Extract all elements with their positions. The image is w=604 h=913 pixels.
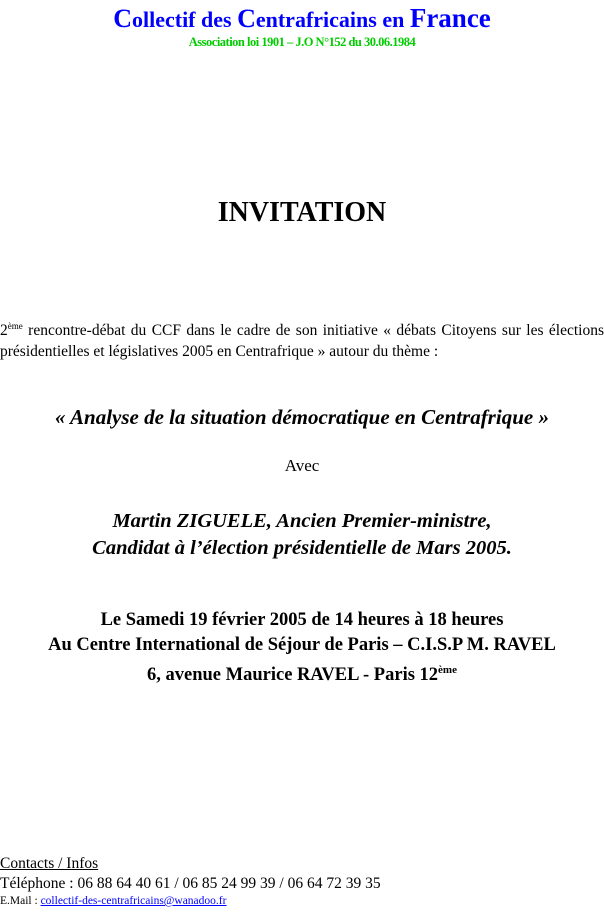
title-initial-c2: C [237, 4, 256, 33]
event-address-text: 6, avenue Maurice RAVEL - Paris 12 [147, 665, 439, 686]
event-address-suffix: ème [438, 664, 457, 676]
intro-ordinal-number: 2 [0, 322, 8, 340]
association-subtitle: Association loi 1901 – J.O N°152 du 30.06.1984 [188, 35, 416, 49]
intro-text: rencontre-débat du CCF dans le cadre de son initiative « débats Citoyens sur les élections présidentielles et législatives 2005 en Centrafrique » autour du thème : [0, 322, 604, 361]
email-link[interactable]: collectif-des-centrafricains@wanadoo.fr [40, 895, 227, 907]
debate-theme: « Analyse de la situation démocratique en Centrafrique » [55, 405, 549, 429]
speaker-candidacy-line: Candidat à l’élection présidentielle de Mars 2005. [92, 537, 512, 559]
invitation-heading: INVITATION [217, 197, 387, 228]
organization-title [0, 3, 604, 34]
event-address-line [0, 658, 604, 688]
title-initial-c1: C [113, 4, 132, 33]
intro-ordinal-suffix: ème [7, 321, 23, 331]
title-part-ollectif: ollectif des [131, 7, 238, 32]
title-part-entrafricains: entrafricains en [255, 7, 410, 32]
event-venue-line: Au Centre International de Séjour de Paris – C.I.S.P M. RAVEL [48, 635, 556, 655]
event-date-line: Le Samedi 19 février 2005 de 14 heures à 18 heures [100, 610, 504, 630]
email-label: E.Mail : [0, 895, 41, 907]
contacts-heading: Contacts / Infos [0, 855, 99, 872]
intro-paragraph [0, 316, 604, 362]
speaker-name-line: Martin ZIGUELE, Ancien Premier-ministre, [112, 510, 492, 532]
title-part-france: France [409, 3, 491, 33]
contacts-phone-line: Téléphone : 06 88 64 40 61 / 06 85 24 99 39 / 06 64 72 39 35 [0, 875, 381, 892]
event-details [0, 608, 604, 688]
speaker-block [0, 508, 604, 562]
contacts-email-line [0, 894, 604, 908]
avec-label: Avec [284, 456, 320, 475]
contacts-block [0, 854, 604, 908]
